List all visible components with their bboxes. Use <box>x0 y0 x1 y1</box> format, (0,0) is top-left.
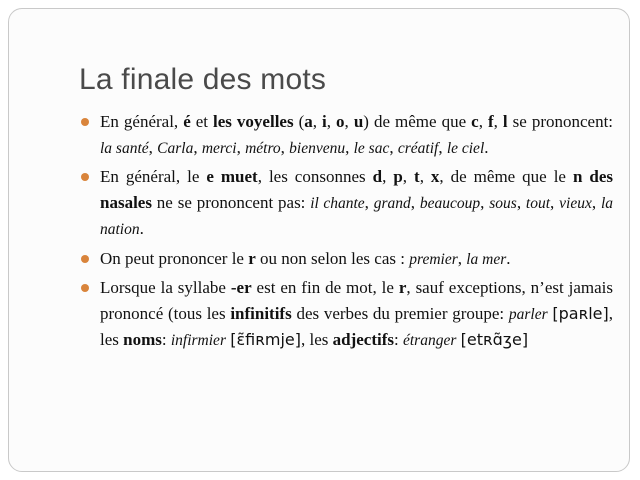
text-run: ne se prononcent pas: <box>151 192 311 212</box>
bullet-dot-icon <box>81 173 89 181</box>
example-word: créatif <box>397 139 439 157</box>
ipa-transcription: [ɛ̃fiʀmje] <box>230 330 301 349</box>
bold-term: f <box>487 112 494 131</box>
text-run: , sauf exceptions, n’est jamais prononcé (tous les <box>100 278 613 323</box>
example-word: bienvenu <box>289 139 346 157</box>
text-run: , <box>478 112 488 131</box>
text-run: , <box>591 192 601 212</box>
example-word: tout <box>525 194 551 212</box>
text-run: En général, <box>100 112 184 131</box>
example-word: vieux <box>559 194 592 212</box>
bullet-item <box>81 275 613 354</box>
example-word: la nation <box>100 194 613 238</box>
ipa-transcription: [paʀle] <box>552 303 609 323</box>
text-run: , <box>280 137 290 157</box>
bold-term: r <box>398 278 407 297</box>
text-run: se prononcent: <box>507 112 614 131</box>
text-run: ou non selon les cas : <box>255 248 410 268</box>
bold-term: r <box>248 248 256 268</box>
bold-term: t <box>414 167 420 186</box>
bold-term: infinitifs <box>230 303 292 323</box>
example-word: le sac <box>353 139 390 157</box>
example-word: premier <box>409 250 458 268</box>
bullet-item <box>81 246 613 273</box>
bold-term: e muet <box>206 167 258 186</box>
text-run: , de même que le <box>439 167 573 186</box>
text-run: On peut prononcer le <box>100 248 249 268</box>
slide <box>8 8 630 472</box>
text-run: ) de même que <box>363 112 472 131</box>
example-word: il chante <box>310 194 365 212</box>
example-word: grand <box>373 194 411 212</box>
text-run: . <box>506 248 511 268</box>
example-word: étranger <box>402 332 457 349</box>
bold-term: u <box>353 112 364 131</box>
bold-term: c <box>471 112 479 131</box>
bold-term: n des nasales <box>100 167 613 212</box>
text-run: , <box>344 112 354 131</box>
text-run: , <box>236 137 246 157</box>
text-run: , <box>326 112 337 131</box>
bold-term: noms <box>123 330 162 349</box>
text-run: , <box>148 137 158 157</box>
text-run: , <box>193 137 202 157</box>
text-run: , <box>389 137 398 157</box>
bullet-dot-icon <box>81 284 89 292</box>
bullet-dot-icon <box>81 118 89 126</box>
bullet-dot-icon <box>81 255 89 263</box>
text-run: des verbes du premier groupe: <box>291 303 509 323</box>
text-run: : <box>161 330 171 349</box>
bold-term: les voyelles <box>213 112 294 131</box>
text-run: , <box>364 192 374 212</box>
example-word: beaucoup <box>419 194 481 212</box>
example-word: la santé <box>100 139 149 157</box>
text-run: et <box>190 112 214 131</box>
bold-term: l <box>502 112 508 131</box>
text-run: En général, le <box>100 167 207 186</box>
text-run: Lorsque la syllabe <box>100 278 231 297</box>
bold-term: p <box>393 167 403 186</box>
slide-title: La finale des mots <box>79 63 327 96</box>
text-run: : <box>394 330 403 349</box>
bold-term: x <box>430 167 440 186</box>
bold-term: é <box>183 112 191 131</box>
bullet-item <box>81 164 613 243</box>
example-word: merci <box>201 139 237 157</box>
text-run: , <box>345 137 354 157</box>
text-run: . <box>484 137 489 157</box>
bullet-list <box>81 109 613 357</box>
example-word: Carla <box>157 139 194 157</box>
example-word: la mer <box>466 250 507 268</box>
bold-term: d <box>372 167 383 186</box>
text-run: , les consonnes <box>257 167 373 186</box>
example-word: parler <box>508 305 548 323</box>
text-run: , <box>493 112 503 131</box>
text-run: , les <box>100 303 614 349</box>
text-run: est en fin de mot, le <box>251 278 399 297</box>
text-run: , <box>438 137 447 157</box>
example-word: le ciel <box>446 139 485 157</box>
example-word: infirmier <box>170 332 226 349</box>
text-run: , <box>480 192 490 212</box>
text-run: , <box>410 192 420 212</box>
bold-term: o <box>336 112 345 131</box>
text-run: , <box>312 112 323 131</box>
ipa-transcription: [etʀɑ̃ʒe] <box>460 330 529 349</box>
bold-term: a <box>304 112 313 131</box>
text-run: , <box>382 167 394 186</box>
text-run: , les <box>300 330 333 349</box>
text-run: , <box>419 167 431 186</box>
bold-term: adjectifs <box>332 330 394 349</box>
text-run: . <box>139 219 144 238</box>
example-word: métro <box>245 139 281 157</box>
text-run: , <box>457 248 467 268</box>
text-run: , <box>516 192 526 212</box>
bold-term: i <box>322 112 327 131</box>
bold-term: -er <box>230 278 252 297</box>
text-run: ( <box>293 112 305 131</box>
text-run: , <box>402 167 415 186</box>
example-word: sous <box>489 194 517 212</box>
text-run: , <box>550 192 560 212</box>
bullet-item <box>81 109 613 161</box>
